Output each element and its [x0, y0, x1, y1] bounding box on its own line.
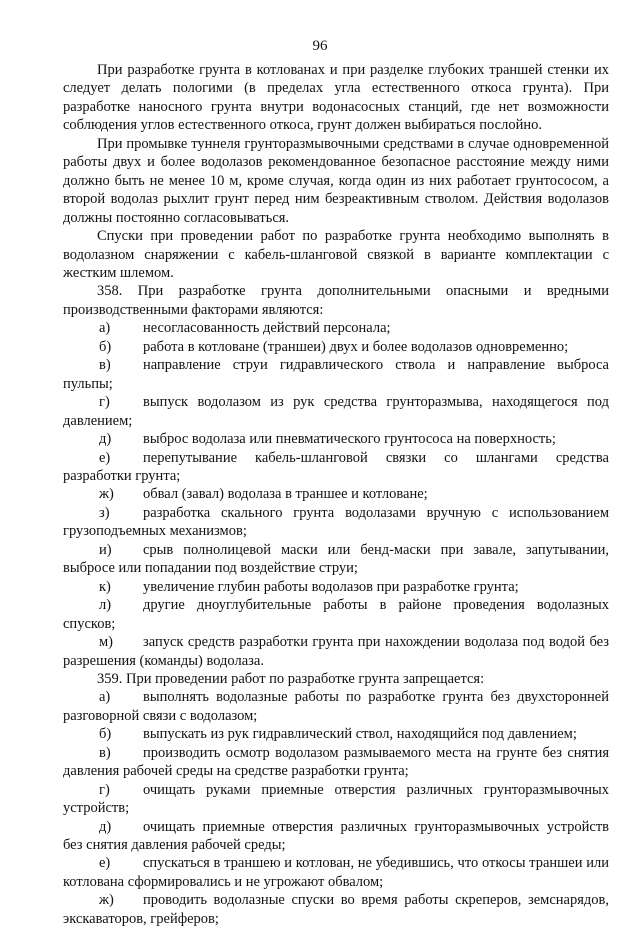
list-item-358-e — [63, 449, 609, 486]
list-item-letter: к) — [99, 578, 111, 595]
list-item-text: запуск средств разработки грунта при нахождении водолаза под водой без разрешения (команды) водолаза. — [63, 634, 609, 669]
list-item-text: разработка скального грунта водолазами вручную с использованием грузоподъемных механизмов; — [63, 504, 609, 540]
list-item-text: увеличение глубин работы водолазов при разработке грунта; — [143, 578, 519, 595]
list-item-text: обвал (завал) водолаза в траншее и котловане; — [143, 486, 428, 503]
list-item-359-a — [63, 688, 609, 725]
list-item-letter: д) — [99, 431, 112, 448]
list-item-text: производить осмотр водолазом размываемого места на грунте без снятия давления рабочей среды на средстве разработки грунта; — [63, 744, 609, 780]
list-item-359-v — [63, 744, 609, 781]
list-item-text: несогласованность действий персонала; — [143, 320, 391, 337]
paragraph-tunnel-washing: При промывке туннеля грунторазмывочными средствами в случае одновременной работы двух и более водолазов рекомендованное безопасное расстояние между ними должно быть не менее 10 м, кроме случая, когда один из них работает грунтососом, а второй водолаз рыхлит грунт перед ним безреактивным стволом. Действия водолазов должны постоянно согласовываться. — [63, 135, 609, 226]
list-item-text: выпуск водолазом из рук средства грунторазмыва, находящегося под давлением; — [63, 394, 609, 429]
list-item-letter: а) — [99, 320, 111, 337]
list-item-letter: б) — [99, 338, 112, 355]
list-item-358-d — [63, 430, 609, 448]
list-item-text: работа в котловане (траншеи) двух и более водолазов одновременно; — [143, 338, 569, 355]
list-item-text: очищать руками приемные отверстия различных грунторазмывочных устройств; — [63, 781, 609, 817]
list-item-letter: а) — [99, 689, 111, 706]
list-item-letter: г) — [99, 781, 110, 798]
list-item-text: проводить водолазные спуски во время работы скреперов, земснарядов, экскаваторов, грейферов; — [63, 892, 609, 927]
list-item-letter: в) — [99, 357, 111, 374]
list-item-text: выброс водолаза или пневматического грунтососа на поверхность; — [143, 431, 556, 448]
list-item-358-a — [63, 319, 609, 337]
list-item-358-k — [63, 578, 609, 596]
list-item-letter: з) — [99, 504, 110, 521]
list-item-359-e — [63, 854, 609, 891]
list-item-letter: л) — [99, 597, 112, 614]
paragraph-diving-equipment: Спуски при проведении работ по разработке грунта необходимо выполнять в водолазном снаряжении с кабель-шланговой связкой в варианте комплектации с жестким шлемом. — [63, 228, 609, 281]
list-item-358-l — [63, 596, 609, 633]
list-item-text: выполнять водолазные работы по разработке грунта без двухсторонней разговорной связи с водолазом; — [63, 689, 609, 724]
list-item-letter: е) — [99, 855, 111, 872]
list-item-359-zh — [63, 891, 609, 928]
list-item-text: направление струи гидравлического ствола и направление выброса пульпы; — [63, 357, 609, 392]
paragraph-excavation-slopes: При разработке грунта в котлованах и при разделке глубоких траншей стенки их следует делать пологими (в пределах угла естественного откоса грунта). При разработке наносного грунта внутри водонасосных станций, где нет возможности соблюдения углов естественного откоса, грунт должен выбираться послойно. — [63, 62, 609, 134]
list-item-359-b — [63, 725, 609, 743]
list-item-letter: ж) — [99, 486, 114, 503]
list-item-358-g — [63, 393, 609, 430]
list-item-letter: м) — [99, 634, 114, 651]
list-item-358-m — [63, 633, 609, 670]
list-item-359-g — [63, 781, 609, 818]
list-item-358-v — [63, 356, 609, 393]
list-item-letter: и) — [99, 541, 112, 558]
paragraph-358: 358. При разработке грунта дополнительными опасными и вредными производственными факторами являются: — [63, 283, 609, 318]
page-number: 96 — [312, 38, 328, 54]
list-item-text: спускаться в траншею и котлован, не убедившись, что откосы траншеи или котлована сформировались и не угрожают обвалом; — [63, 855, 609, 890]
list-item-358-i — [63, 541, 609, 578]
list-item-text: очищать приемные отверстия различных грунторазмывочных устройств без снятия давления рабочей среды; — [63, 818, 609, 854]
list-item-358-z — [63, 504, 609, 541]
list-item-letter: г) — [99, 394, 110, 411]
document-body — [63, 61, 609, 928]
paragraph-359: 359. При проведении работ по разработке грунта запрещается: — [97, 670, 485, 687]
list-item-text: другие дноуглубительные работы в районе проведения водолазных спусков; — [63, 597, 609, 632]
list-item-text: перепутывание кабель-шланговой связки со шлангами средства разработки грунта; — [63, 449, 609, 484]
list-item-358-b — [63, 338, 609, 356]
list-item-359-d — [63, 818, 609, 855]
list-item-text: выпускать из рук гидравлический ствол, находящийся под давлением; — [143, 726, 577, 743]
list-item-letter: е) — [99, 449, 111, 466]
list-item-text: срыв полнолицевой маски или бенд-маски при завале, запутывании, выбросе или попадании под воздействие струи; — [63, 541, 609, 577]
list-item-letter: б) — [99, 726, 112, 743]
list-item-letter: ж) — [99, 892, 114, 909]
list-item-letter: в) — [99, 744, 111, 761]
list-item-letter: д) — [99, 818, 112, 835]
list-item-358-zh — [63, 485, 609, 503]
